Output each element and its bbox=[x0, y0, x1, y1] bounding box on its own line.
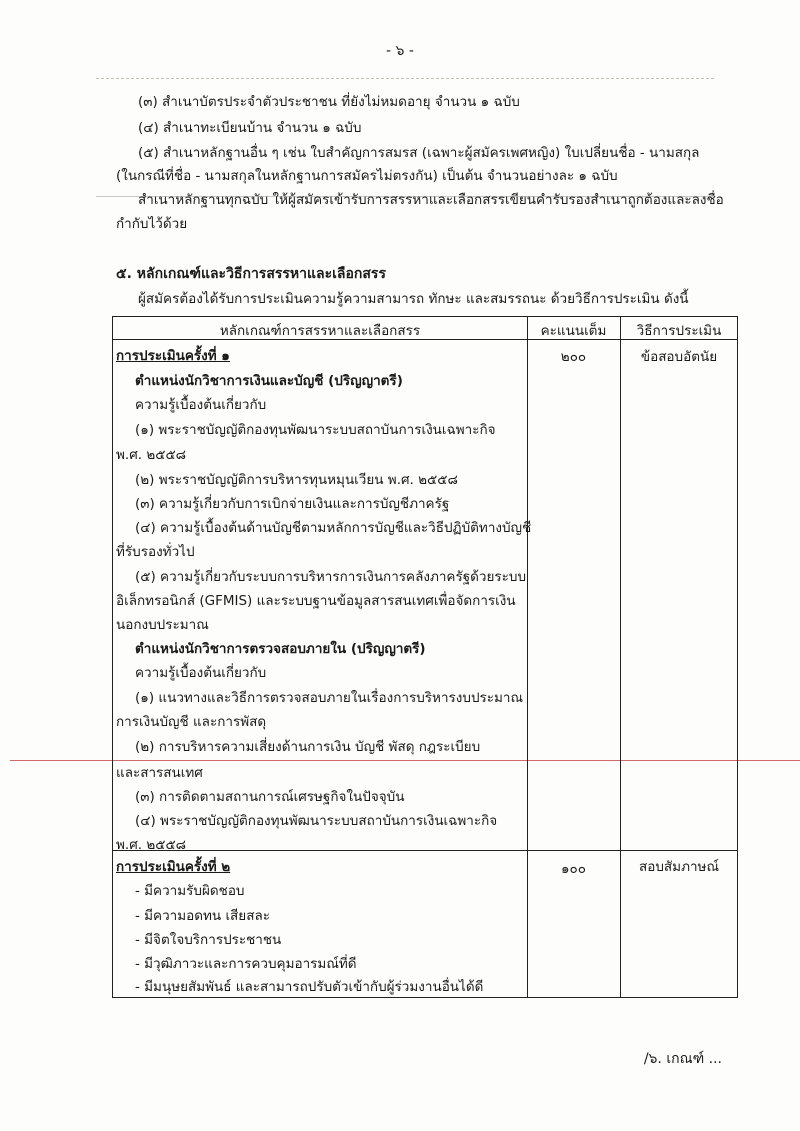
position-1-title: ตำแหน่งนักวิชาการเงินและบัญชี (ปริญญาตรี) bbox=[135, 373, 403, 389]
round-divider bbox=[113, 850, 737, 851]
round-2-score: ๑๐๐ bbox=[560, 861, 587, 877]
position-1-line: นอกงบประมาณ bbox=[116, 617, 209, 633]
round-1-title: การประเมินครั้งที่ ๑ bbox=[116, 348, 230, 364]
position-2-line: และสารสนเทศ bbox=[116, 765, 203, 781]
position-1-line: พ.ศ. ๒๕๕๘ bbox=[116, 447, 187, 463]
position-1-basic: ความรู้เบื้องต้นเกี่ยวกับ bbox=[135, 397, 267, 413]
section-5-heading: ๕. หลักเกณฑ์และวิธีการสรรหาและเลือกสรร bbox=[116, 266, 386, 282]
round-1-score: ๒๐๐ bbox=[560, 349, 587, 365]
position-1-line: (๒) พระราชบัญญัติการบริหารทุนหมุนเวียน พ.ศ. ๒๕๕๘ bbox=[135, 472, 458, 488]
position-1-line: ที่รับรองทั่วไป bbox=[116, 544, 195, 560]
position-1-line: อิเล็กทรอนิกส์ (GFMIS) และระบบฐานข้อมูลสารสนเทศเพื่อจัดการเงิน bbox=[116, 593, 516, 609]
position-2-title: ตำแหน่งนักวิชาการตรวจสอบภายใน (ปริญญาตรี) bbox=[135, 641, 426, 657]
position-1-line: (๔) ความรู้เบื้องต้นด้านบัญชีตามหลักการบัญชีและวิธีปฏิบัติทางบัญชี bbox=[135, 520, 532, 536]
round-2-item: - มีจิตใจบริการประชาชน bbox=[135, 932, 282, 948]
certify-line-2: กำกับไว้ด้วย bbox=[116, 216, 188, 232]
round-2-item: - มีความรับผิดชอบ bbox=[135, 883, 245, 899]
position-2-line: (๑) แนวทางและวิธีการตรวจสอบภายในเรื่องการบริหารงบประมาณ bbox=[135, 690, 524, 706]
position-1-line: (๕) ความรู้เกี่ยวกับระบบการบริหารการเงินการคลังภาครัฐด้วยระบบ bbox=[135, 569, 527, 585]
continuation-ref: /๖. เกณฑ์ ... bbox=[643, 1051, 722, 1067]
round-1-method: ข้อสอบอัตนัย bbox=[640, 349, 718, 365]
header-method: วิธีการประเมิน bbox=[636, 323, 722, 339]
round-2-item: - มีความอดทน เสียสละ bbox=[135, 908, 270, 924]
document-item-4: (๔) สำเนาทะเบียนบ้าน จำนวน ๑ ฉบับ bbox=[138, 120, 362, 136]
col-divider-1 bbox=[527, 317, 528, 997]
round-2-title: การประเมินครั้งที่ ๒ bbox=[116, 859, 231, 875]
round-2-item: - มีวุฒิภาวะและการควบคุมอารมณ์ที่ดี bbox=[135, 956, 357, 972]
criteria-table bbox=[112, 316, 738, 998]
document-item-5-cont: (ในกรณีที่ชื่อ - นามสกุลในหลักฐานการสมัครไม่ตรงกัน) เป็นต้น จำนวนอย่างละ ๑ ฉบับ bbox=[116, 168, 618, 184]
position-1-line: (๓) ความรู้เกี่ยวกับการเบิกจ่ายเงินและการบัญชีภาครัฐ bbox=[135, 496, 450, 512]
position-2-line: (๔) พระราชบัญญัติกองทุนพัฒนาระบบสถาบันการเงินเฉพาะกิจ bbox=[135, 813, 498, 829]
section-5-intro: ผู้สมัครต้องได้รับการประเมินความรู้ความสามารถ ทักษะ และสมรรถนะ ด้วยวิธีการประเมิน ดังนี้ bbox=[138, 291, 689, 307]
page-number: - ๖ - bbox=[386, 43, 414, 59]
scan-rule-top bbox=[96, 78, 714, 79]
document-item-3: (๓) สำเนาบัตรประจำตัวประชาชน ที่ยังไม่หมดอายุ จำนวน ๑ ฉบับ bbox=[138, 94, 520, 110]
col-divider-2 bbox=[620, 317, 621, 997]
position-2-line: (๓) การติดตามสถานการณ์เศรษฐกิจในปัจจุบัน bbox=[135, 789, 405, 805]
round-2-method: สอบสัมภาษณ์ bbox=[639, 859, 719, 875]
position-2-line: การเงินบัญชี และการพัสดุ bbox=[116, 714, 267, 730]
position-2-basic: ความรู้เบื้องต้นเกี่ยวกับ bbox=[135, 665, 267, 681]
position-1-line: (๑) พระราชบัญญัติกองทุนพัฒนาระบบสถาบันการเงินเฉพาะกิจ bbox=[135, 422, 496, 438]
header-criteria: หลักเกณฑ์การสรรหาและเลือกสรร bbox=[219, 323, 421, 339]
document-item-5: (๕) สำเนาหลักฐานอื่น ๆ เช่น ใบสำคัญการสมรส (เฉพาะผู้สมัครเพศหญิง) ใบเปลี่ยนชื่อ - นามสกุล bbox=[138, 145, 700, 161]
position-2-line: พ.ศ. ๒๕๕๘ bbox=[116, 837, 187, 853]
certify-line-1: สำเนาหลักฐานทุกฉบับ ให้ผู้สมัครเข้ารับการสรรหาและเลือกสรรเขียนคำรับรองสำเนาถูกต้องและลงชื่อ bbox=[138, 192, 724, 208]
round-2-item: - มีมนุษยสัมพันธ์ และสามารถปรับตัวเข้ากับผู้ร่วมงานอื่นได้ดี bbox=[135, 979, 484, 995]
position-2-line: (๒) การบริหารความเสี่ยงด้านการเงิน บัญชี พัสดุ กฎระเบียบ bbox=[135, 739, 481, 755]
header-score: คะแนนเต็ม bbox=[540, 323, 607, 339]
